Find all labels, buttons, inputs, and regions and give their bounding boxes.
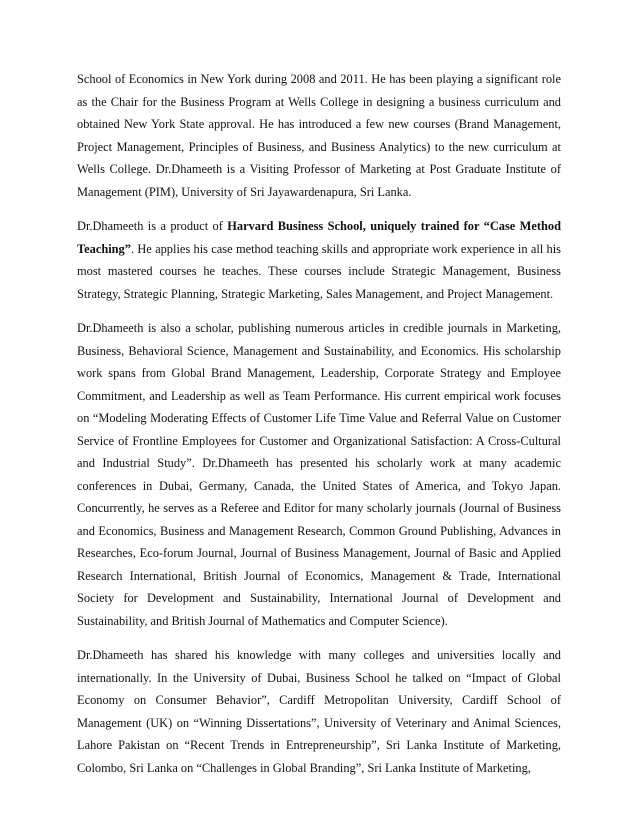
paragraph-text: Dr.Dhameeth is a product of (77, 219, 228, 233)
paragraph-text: . He applies his case method teaching skills and appropriate work experience in all his most mastered courses he teaches. These courses include Strategic Management, Business Strategy, Strategic Planning, Strategic Marketing, Sales Management, and Project Management. (77, 241, 561, 301)
document-body (77, 68, 561, 779)
paragraph-text: Dr.Dhameeth has shared his knowledge with many colleges and universities locally and internationally. In the University of Dubai, Business School he talked on “Impact of Global Economy on Consumer Behavior”, Cardiff Metropolitan University, Cardiff School of Management (UK) on “Winning Dissertations”, University of Veterinary and Animal Sciences, Lahore Pakistan on “Recent Trends in Entrepreneurship”, Sri Lanka Institute of Marketing, Colombo, Sri Lanka on “Challenges in Global Branding”, Sri Lanka Institute of Marketing, (77, 648, 561, 775)
paragraph-guest-talks (77, 644, 561, 779)
paragraph-text: Dr.Dhameeth is also a scholar, publishing numerous articles in credible journals in Marketing, Business, Behavioral Science, Management and Sustainability, and Economics. His scholarship work spans from Global Brand Management, Leadership, Corporate Strategy and Employee Commitment, and Leadership as well as Team Performance. His current empirical work focuses on “Modeling Moderating Effects of Customer Life Time Value and Referral Value on Customer Service of Frontline Employees for Customer and Organizational Satisfaction: A Cross-Cultural and Industrial Study”. Dr.Dhameeth has presented his scholarly work at many academic conferences in Dubai, Germany, Canada, the United States of America, and Tokyo Japan. Concurrently, he serves as a Referee and Editor for many scholarly journals (Journal of Business and Economics, Business and Management Research, Common Ground Publishing, Advances in Researches, Eco-forum Journal, Journal of Business Management, Journal of Basic and Applied Research International, British Journal of Economics, Management & Trade, International Society for Development and Sustainability, International Journal of Development and Sustainability, and British Journal of Mathematics and Computer Science). (77, 321, 561, 628)
paragraph-text: School of Economics in New York during 2008 and 2011. He has been playing a significant role as the Chair for the Business Program at Wells College in designing a business curriculum and obtained New York State approval. He has introduced a few new courses (Brand Management, Project Management, Principles of Business, and Business Analytics) to the new curriculum at Wells College. Dr.Dhameeth is a Visiting Professor of Marketing at Post Graduate Institute of Management (PIM), University of Sri Jayawardenapura, Sri Lanka. (77, 72, 561, 199)
paragraph-harvard-case-method (77, 215, 561, 305)
bold-emphasis-harvard: Harvard Business School, uniquely trained for “Case Method Teaching” (77, 219, 561, 256)
paragraph-scholarship (77, 317, 561, 632)
paragraph-career-wells-college (77, 68, 561, 203)
